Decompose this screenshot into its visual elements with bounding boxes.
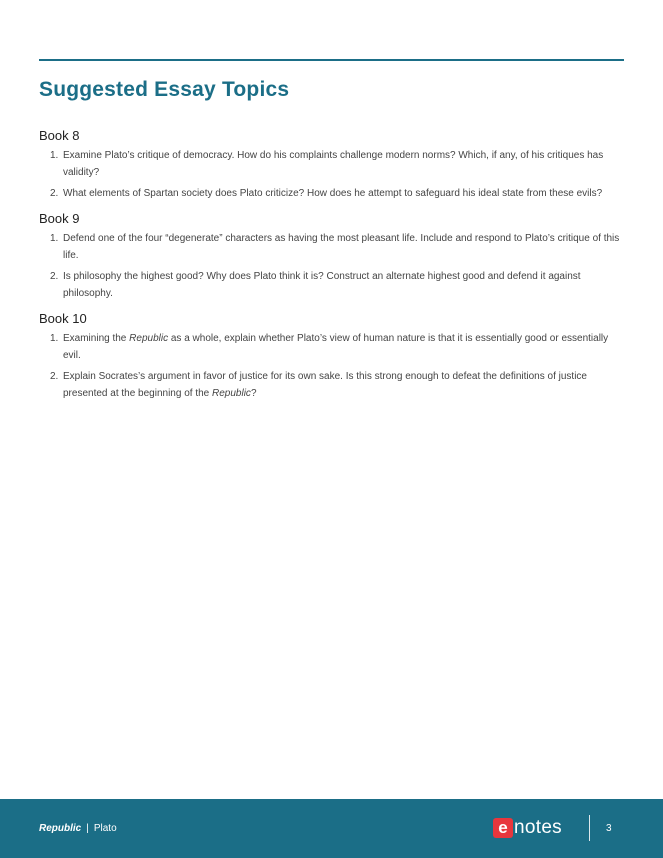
- essay-topics: [39, 127, 624, 406]
- enotes-logo: [493, 817, 562, 839]
- item-text: [63, 330, 624, 364]
- section-heading: Book 9: [39, 211, 80, 226]
- section-book-9: [39, 210, 624, 302]
- top-divider: [39, 59, 624, 61]
- book-title-italic: Republic: [212, 388, 251, 399]
- item-number: 2.: [50, 188, 59, 199]
- page-number: 3: [606, 823, 612, 834]
- list-item: [39, 230, 624, 264]
- item-number: 1.: [50, 150, 59, 161]
- page-title: Suggested Essay Topics: [39, 78, 290, 101]
- footer-author: Plato: [93, 823, 117, 834]
- item-text-before: Examining the: [63, 333, 130, 344]
- item-text: [63, 368, 624, 402]
- item-text: What elements of Spartan society does Plato criticize? How does he attempt to safeguard his ideal state from these evils?: [63, 188, 603, 199]
- item-text: Is philosophy the highest good? Why does Plato think it is? Construct an alternate highest good and defend it against philosophy.: [63, 271, 581, 299]
- topic-list: [39, 330, 624, 402]
- section-heading: Book 8: [39, 128, 80, 143]
- item-number: 2.: [50, 271, 59, 282]
- list-item: [39, 330, 624, 364]
- topic-list: [39, 230, 624, 302]
- logo-wordmark: notes: [514, 817, 562, 838]
- list-item: [39, 268, 624, 302]
- item-text-after: ?: [250, 388, 257, 399]
- item-text-after: as a whole, explain whether Plato’s view of human nature is that it is essentially good or essentially evil.: [63, 333, 609, 361]
- topic-list: [39, 147, 624, 202]
- item-number: 1.: [50, 233, 59, 244]
- footer-book-info: [39, 823, 117, 834]
- logo-e-mark: e: [493, 818, 513, 838]
- item-number: 2.: [50, 371, 59, 382]
- item-text-before: Explain Socrates’s argument in favor of justice for its own sake. Is this strong enough to defeat the definitions of justice presented at the beginning of the: [63, 371, 587, 399]
- list-item: [39, 185, 624, 202]
- page-footer: [0, 799, 663, 858]
- book-title-italic: Republic: [129, 333, 169, 344]
- list-item: [39, 147, 624, 181]
- item-text: Examine Plato’s critique of democracy. How do his complaints challenge modern norms? Which, if any, of his critiques has validity?: [63, 150, 604, 178]
- item-number: 1.: [50, 333, 59, 344]
- item-text: Defend one of the four “degenerate” characters as having the most pleasant life. Include and respond to Plato’s critique of this life.: [63, 233, 620, 261]
- section-heading: Book 10: [39, 311, 87, 326]
- section-book-8: [39, 127, 624, 202]
- footer-divider: [589, 815, 590, 841]
- footer-book-title: Republic: [39, 823, 82, 834]
- section-book-10: [39, 310, 624, 402]
- list-item: [39, 368, 624, 402]
- footer-separator: |: [86, 823, 89, 834]
